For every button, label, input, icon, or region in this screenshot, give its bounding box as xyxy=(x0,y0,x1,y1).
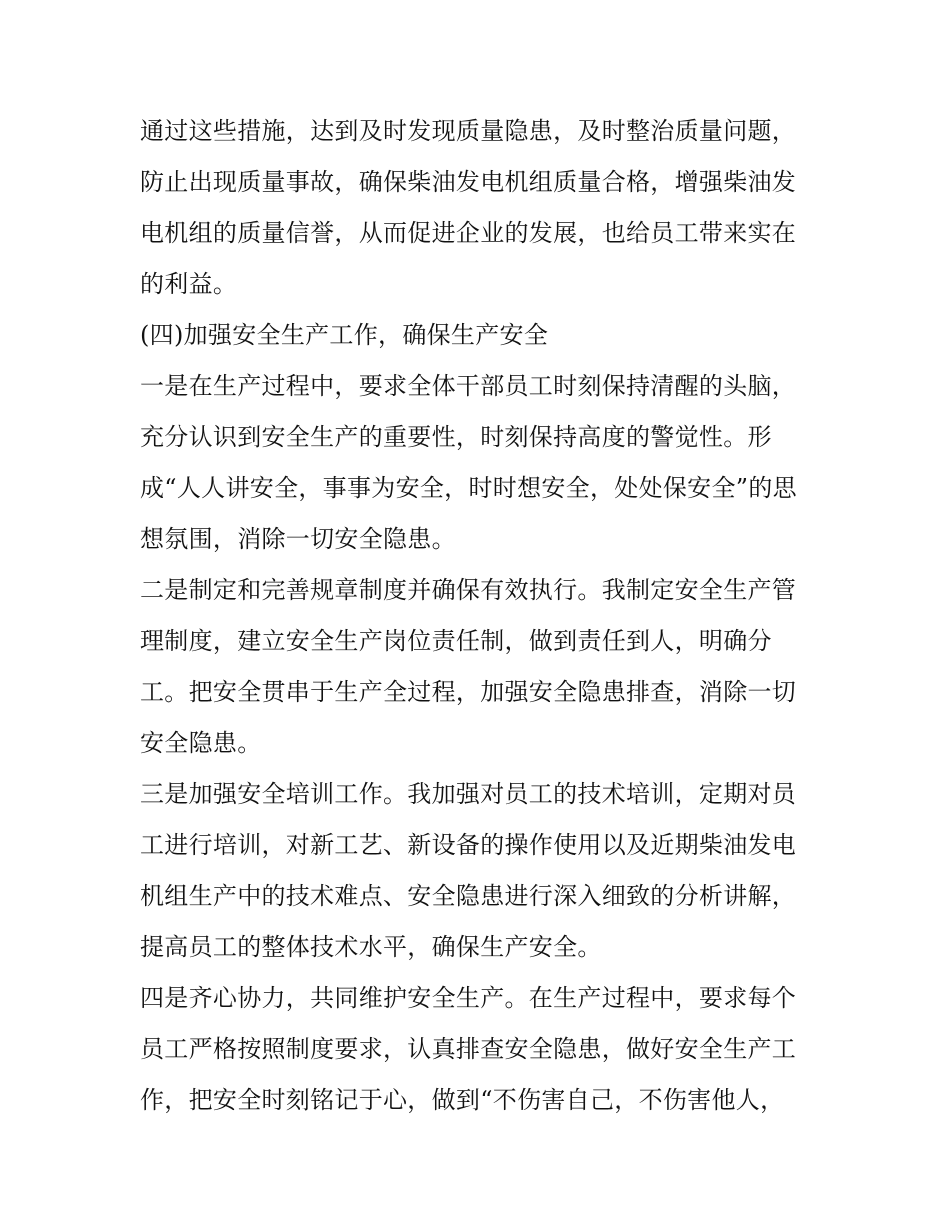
text-line: 理制度，建立安全生产岗位责任制，做到责任到人，明确分 xyxy=(140,627,772,655)
text-line: 电机组的质量信誉，从而促进企业的发展，也给员工带来实在 xyxy=(140,219,797,247)
text-line: 想氛围，消除一切安全隐患。 xyxy=(140,525,456,553)
text-line: 工。把安全贯串于生产全过程，加强安全隐患排查，消除一切 xyxy=(140,678,797,706)
text-line: 一是在生产过程中，要求全体干部员工时刻保持清醒的头脑， xyxy=(140,372,797,400)
text-line: 机组生产中的技术难点、安全隐患进行深入细致的分析讲解， xyxy=(140,882,797,910)
text-line: 员工严格按照制度要求，认真排查安全隐患，做好安全生产工 xyxy=(140,1035,797,1063)
section-heading: (四)加强安全生产工作，确保生产安全 xyxy=(140,321,549,349)
text-line: 工进行培训，对新工艺、新设备的操作使用以及近期柴油发电 xyxy=(140,831,797,859)
text-line: 通过这些措施，达到及时发现质量隐患，及时整治质量问题， xyxy=(140,117,797,145)
text-line: 作，把安全时刻铭记于心，做到“不伤害自己，不伤害他人， xyxy=(140,1086,785,1114)
document-body xyxy=(140,106,812,1126)
text-line: 四是齐心协力，共同维护安全生产。在生产过程中，要求每个 xyxy=(140,984,797,1012)
text-line: 防止出现质量事故，确保柴油发电机组质量合格，增强柴油发 xyxy=(140,168,797,196)
text-line: 二是制定和完善规章制度并确保有效执行。我制定安全生产管 xyxy=(140,576,797,604)
text-line: 的利益。 xyxy=(140,270,238,298)
text-line: 提高员工的整体技术水平，确保生产安全。 xyxy=(140,933,602,961)
text-line: 三是加强安全培训工作。我加强对员工的技术培训，定期对员 xyxy=(140,780,797,808)
text-line: 成“人人讲安全，事事为安全，时时想安全，处处保安全”的思 xyxy=(140,474,797,502)
text-line: 安全隐患。 xyxy=(140,729,262,757)
text-line: 充分认识到安全生产的重要性，时刻保持高度的警觉性。形 xyxy=(140,423,772,451)
